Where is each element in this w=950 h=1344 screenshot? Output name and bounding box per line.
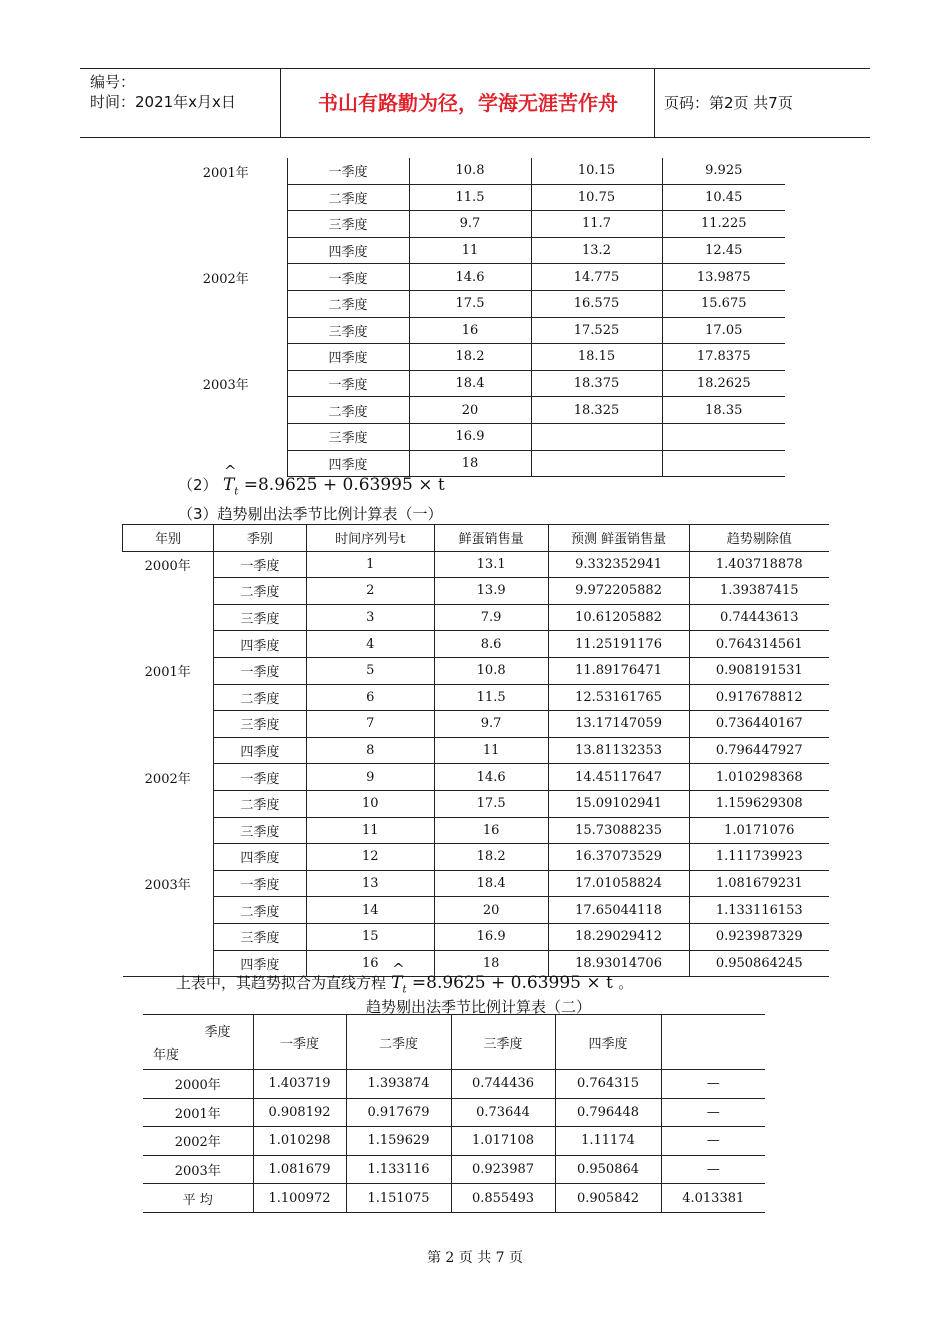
- table-cell: 1.133116: [346, 1155, 451, 1184]
- table-cell: 1.010298: [253, 1127, 346, 1156]
- table-cell: 7: [306, 711, 434, 738]
- section3-title: （3）趋势剔出法季节比例计算表（一）: [178, 505, 443, 523]
- column-header: 年别: [123, 525, 214, 552]
- table-cell: 1.111739923: [689, 844, 829, 871]
- table-cell: 二季度: [213, 578, 306, 605]
- table-cell: 3: [306, 604, 434, 631]
- table-cell: 1.403719: [253, 1070, 346, 1099]
- table-cell: 18.29029412: [548, 923, 689, 950]
- table-cell: 2003年: [123, 870, 214, 897]
- table-cell: 15.09102941: [548, 790, 689, 817]
- formula-item-label: （2）: [178, 476, 218, 494]
- table-cell: 2: [306, 578, 434, 605]
- table-cell: [123, 817, 214, 844]
- table-cell: [123, 604, 214, 631]
- table-cell: —: [661, 1155, 765, 1184]
- table-cell: 11.7: [531, 211, 662, 238]
- table-cell: —: [661, 1070, 765, 1099]
- symbol-subscript: t: [234, 486, 239, 498]
- table-cell: 14.6: [409, 264, 531, 291]
- table-row: [123, 684, 830, 711]
- table-cell: 16.37073529: [548, 844, 689, 871]
- table-cell: 18.2: [409, 344, 531, 371]
- column-header: 趋势剔除值: [689, 525, 829, 552]
- table-cell: 2001年: [165, 158, 287, 184]
- table-cell: 二季度: [213, 684, 306, 711]
- table-row: [123, 897, 830, 924]
- table-cell: 14.45117647: [548, 764, 689, 791]
- table-cell: 四季度: [287, 450, 409, 477]
- table-cell: 18.35: [662, 397, 785, 424]
- table-cell: [123, 631, 214, 658]
- table-cell: 17.8375: [662, 344, 785, 371]
- table-row: [123, 737, 830, 764]
- table-cell: 12: [306, 844, 434, 871]
- table-cell: [123, 711, 214, 738]
- corner-bottom: 年度: [153, 1048, 180, 1063]
- table-cell: 9.332352941: [548, 551, 689, 578]
- table-row: [123, 631, 830, 658]
- table-cell: [662, 450, 785, 477]
- table-cell: 14: [306, 897, 434, 924]
- table-cell: 18.4: [434, 870, 548, 897]
- table-cell: 三季度: [287, 317, 409, 344]
- table-cell: 10.75: [531, 184, 662, 211]
- table-cell: 二季度: [287, 397, 409, 424]
- seasonal-ratio-table-1: [122, 524, 829, 977]
- table-cell: 17.65044118: [548, 897, 689, 924]
- table-cell: 16: [434, 817, 548, 844]
- table-cell: 20: [409, 397, 531, 424]
- table-cell: 18.93014706: [548, 950, 689, 977]
- table-cell: 16: [409, 317, 531, 344]
- table-row: [143, 1155, 765, 1184]
- table-cell: 18.4: [409, 370, 531, 397]
- table-cell: 1.0171076: [689, 817, 829, 844]
- table-cell: 一季度: [287, 264, 409, 291]
- table-cell: [123, 737, 214, 764]
- table-cell: 16.575: [531, 290, 662, 317]
- table-cell: [123, 578, 214, 605]
- time-label: 时间：2021年x月x日: [90, 93, 236, 111]
- table-row: [123, 790, 830, 817]
- hat-mark: ^: [223, 462, 237, 480]
- table-cell: 四季度: [213, 844, 306, 871]
- table-row: [123, 657, 830, 684]
- page-footer: 第 2 页 共 7 页: [426, 1250, 524, 1266]
- table-row: [165, 397, 785, 424]
- table-cell: 16.9: [434, 923, 548, 950]
- table-cell: 8: [306, 737, 434, 764]
- table-cell: —: [661, 1127, 765, 1156]
- column-header: 季别: [213, 525, 306, 552]
- table-cell: 1.081679: [253, 1155, 346, 1184]
- table-cell: 2001年: [143, 1098, 253, 1127]
- table-cell: 18.375: [531, 370, 662, 397]
- table-row: [143, 1127, 765, 1156]
- table-cell: 2001年: [123, 657, 214, 684]
- table-row: [165, 237, 785, 264]
- seasonal-ratio-table-2: [143, 1014, 765, 1213]
- column-header: 四季度: [555, 1015, 661, 1070]
- table-cell: 9.972205882: [548, 578, 689, 605]
- column-header: 预测 鲜蛋销售量: [548, 525, 689, 552]
- table-cell: 一季度: [213, 870, 306, 897]
- table-cell: 14.6: [434, 764, 548, 791]
- table-row: [123, 923, 830, 950]
- table-cell: 0.950864: [555, 1155, 661, 1184]
- table-cell: 1.100972: [253, 1184, 346, 1213]
- table-cell: 1.39387415: [689, 578, 829, 605]
- table-row: [123, 817, 830, 844]
- formula-rhs: =8.9625 + 0.63995 × t: [411, 973, 613, 993]
- table-cell: 0.950864245: [689, 950, 829, 977]
- sentence-after: 。: [618, 974, 634, 992]
- table-cell: 7.9: [434, 604, 548, 631]
- table-cell: 16: [306, 950, 434, 977]
- table-cell: 四季度: [287, 237, 409, 264]
- table-row: [165, 211, 785, 238]
- table-cell: 15.73088235: [548, 817, 689, 844]
- table-cell: 17.05: [662, 317, 785, 344]
- table-cell: 0.764314561: [689, 631, 829, 658]
- table-cell: 16.9: [409, 423, 531, 450]
- table-cell: 10.45: [662, 184, 785, 211]
- sentence-before: 上表中，其趋势拟合为直线方程: [176, 974, 387, 992]
- table-cell: 二季度: [213, 897, 306, 924]
- table-cell: 0.908192: [253, 1098, 346, 1127]
- table-cell: 17.5: [409, 290, 531, 317]
- table-cell: 0.796448: [555, 1098, 661, 1127]
- table-row: [143, 1098, 765, 1127]
- table-cell: 5: [306, 657, 434, 684]
- table-cell: 1: [306, 551, 434, 578]
- table-cell: [123, 844, 214, 871]
- table-cell: 17.525: [531, 317, 662, 344]
- table-cell: 10: [306, 790, 434, 817]
- column-header: 一季度: [253, 1015, 346, 1070]
- column-header: 鲜蛋销售量: [434, 525, 548, 552]
- table-cell: 0.736440167: [689, 711, 829, 738]
- table-row: [165, 344, 785, 371]
- table-cell: 12.45: [662, 237, 785, 264]
- table-row: [123, 578, 830, 605]
- table-cell: 18.325: [531, 397, 662, 424]
- table-cell: 11.25191176: [548, 631, 689, 658]
- header-page-label: 页码：第2页 共7页: [664, 94, 793, 112]
- table-cell: 0.923987: [451, 1155, 555, 1184]
- table-cell: 11: [306, 817, 434, 844]
- table-row: [165, 158, 785, 184]
- symbol-letter: T: [391, 973, 403, 993]
- table-cell: 13.9875: [662, 264, 785, 291]
- table-cell: 18.15: [531, 344, 662, 371]
- table-cell: [123, 897, 214, 924]
- table-cell: 4.013381: [661, 1184, 765, 1213]
- table-cell: 9.7: [434, 711, 548, 738]
- table-cell: [165, 344, 287, 371]
- table-cell: 13.17147059: [548, 711, 689, 738]
- table-cell: 1.393874: [346, 1070, 451, 1099]
- table-cell: [123, 684, 214, 711]
- table-cell: [165, 423, 287, 450]
- hat-mark: ^: [392, 960, 405, 978]
- continued-moving-average-table: [165, 158, 785, 477]
- corner-cell: [143, 1015, 253, 1070]
- table-row: [143, 1184, 765, 1213]
- table-cell: 10.61205882: [548, 604, 689, 631]
- table-cell: 2002年: [143, 1127, 253, 1156]
- table-cell: 一季度: [213, 657, 306, 684]
- table-cell: 0.855493: [451, 1184, 555, 1213]
- table-cell: 13.2: [531, 237, 662, 264]
- table-cell: —: [661, 1098, 765, 1127]
- table-cell: 11.5: [409, 184, 531, 211]
- table-row: [123, 711, 830, 738]
- table-cell: 0.908191531: [689, 657, 829, 684]
- table-cell: [662, 423, 785, 450]
- table-cell: 15.675: [662, 290, 785, 317]
- table-cell: 三季度: [287, 423, 409, 450]
- table-cell: 2003年: [143, 1155, 253, 1184]
- table-cell: 0.923987329: [689, 923, 829, 950]
- column-header: 二季度: [346, 1015, 451, 1070]
- table-cell: 11: [434, 737, 548, 764]
- table-cell: 17.01058824: [548, 870, 689, 897]
- table-cell: 一季度: [213, 551, 306, 578]
- table-cell: [123, 790, 214, 817]
- table-cell: 1.133116153: [689, 897, 829, 924]
- trend-symbol: [222, 462, 239, 498]
- table-cell: [165, 317, 287, 344]
- table-cell: 二季度: [287, 184, 409, 211]
- table-row: [165, 450, 785, 477]
- table-cell: 2000年: [143, 1070, 253, 1099]
- table-cell: 11.225: [662, 211, 785, 238]
- table-cell: 0.917679: [346, 1098, 451, 1127]
- table-row: [123, 870, 830, 897]
- table-row: [123, 551, 830, 578]
- table-cell: 三季度: [213, 604, 306, 631]
- table-row: [123, 764, 830, 791]
- table-row: [143, 1070, 765, 1099]
- table-cell: 11.89176471: [548, 657, 689, 684]
- table-cell: 11.5: [434, 684, 548, 711]
- table-cell: [165, 237, 287, 264]
- number-label: 编号：: [90, 73, 136, 91]
- table-cell: 8.6: [434, 631, 548, 658]
- table-cell: 13.81132353: [548, 737, 689, 764]
- table-cell: 0.744436: [451, 1070, 555, 1099]
- column-header: [661, 1015, 765, 1070]
- table-cell: 1.010298368: [689, 764, 829, 791]
- table-row: [165, 290, 785, 317]
- table-cell: 18.2625: [662, 370, 785, 397]
- table-row: [165, 184, 785, 211]
- header-row: [123, 525, 830, 552]
- table-cell: 14.775: [531, 264, 662, 291]
- table-cell: 四季度: [287, 344, 409, 371]
- table-cell: 10.15: [531, 158, 662, 184]
- table-cell: 0.764315: [555, 1070, 661, 1099]
- table-cell: 0.74443613: [689, 604, 829, 631]
- table-cell: 1.159629308: [689, 790, 829, 817]
- table-row: [165, 264, 785, 291]
- table-cell: 四季度: [213, 737, 306, 764]
- table-cell: [165, 397, 287, 424]
- table-cell: 13.1: [434, 551, 548, 578]
- table-cell: 20: [434, 897, 548, 924]
- table-cell: 13: [306, 870, 434, 897]
- table-cell: 0.73644: [451, 1098, 555, 1127]
- table-cell: 1.081679231: [689, 870, 829, 897]
- table-cell: 13.9: [434, 578, 548, 605]
- table-cell: 四季度: [213, 631, 306, 658]
- table-cell: 6: [306, 684, 434, 711]
- table-cell: 二季度: [213, 790, 306, 817]
- table-cell: [123, 923, 214, 950]
- table-cell: 1.159629: [346, 1127, 451, 1156]
- header-meta: [80, 69, 281, 137]
- table-cell: 四季度: [213, 950, 306, 977]
- table-cell: 1.11174: [555, 1127, 661, 1156]
- table-cell: 三季度: [213, 711, 306, 738]
- table-cell: 一季度: [287, 370, 409, 397]
- table-cell: 一季度: [213, 764, 306, 791]
- table-cell: 三季度: [213, 817, 306, 844]
- table-cell: 2003年: [165, 370, 287, 397]
- table-cell: 二季度: [287, 290, 409, 317]
- table-cell: 9: [306, 764, 434, 791]
- table-cell: 0.796447927: [689, 737, 829, 764]
- table-cell: 11: [409, 237, 531, 264]
- table-row: [123, 604, 830, 631]
- table-cell: 12.53161765: [548, 684, 689, 711]
- symbol-letter: T: [222, 475, 235, 495]
- table-cell: 2002年: [123, 764, 214, 791]
- table-cell: [165, 211, 287, 238]
- trend-symbol: [391, 960, 407, 996]
- table-cell: 15: [306, 923, 434, 950]
- table-row: [165, 370, 785, 397]
- page-header: [80, 68, 870, 138]
- table-row: [123, 844, 830, 871]
- table-cell: 0.917678812: [689, 684, 829, 711]
- table-cell: 9.7: [409, 211, 531, 238]
- table-cell: 1.017108: [451, 1127, 555, 1156]
- table-cell: 10.8: [409, 158, 531, 184]
- table-cell: 17.5: [434, 790, 548, 817]
- table-cell: 9.925: [662, 158, 785, 184]
- table-cell: 18.2: [434, 844, 548, 871]
- table-cell: 三季度: [287, 211, 409, 238]
- column-header: 时间序列号t: [306, 525, 434, 552]
- table-cell: 18: [409, 450, 531, 477]
- column-header: 三季度: [451, 1015, 555, 1070]
- table-cell: [531, 423, 662, 450]
- symbol-subscript: t: [402, 984, 407, 996]
- table-cell: 2000年: [123, 551, 214, 578]
- table-cell: 1.151075: [346, 1184, 451, 1213]
- table-cell: 1.403718878: [689, 551, 829, 578]
- table-row: [165, 317, 785, 344]
- table-cell: [531, 450, 662, 477]
- table-cell: 平 均: [143, 1184, 253, 1213]
- table-cell: 4: [306, 631, 434, 658]
- table-cell: 0.905842: [555, 1184, 661, 1213]
- table-cell: [165, 290, 287, 317]
- corner-top: 季度: [204, 1025, 231, 1040]
- table-cell: 一季度: [287, 158, 409, 184]
- table-cell: [165, 184, 287, 211]
- table-cell: 2002年: [165, 264, 287, 291]
- formula-rhs: =8.9625 + 0.63995 × t: [243, 475, 445, 495]
- table-cell: 三季度: [213, 923, 306, 950]
- table-cell: 10.8: [434, 657, 548, 684]
- table-row: [165, 423, 785, 450]
- table3-title: 趋势剔出法季节比例计算表（二）: [366, 998, 592, 1016]
- header-motto: 书山有路勤为径，学海无涯苦作舟: [282, 69, 655, 137]
- table-cell: 18: [434, 950, 548, 977]
